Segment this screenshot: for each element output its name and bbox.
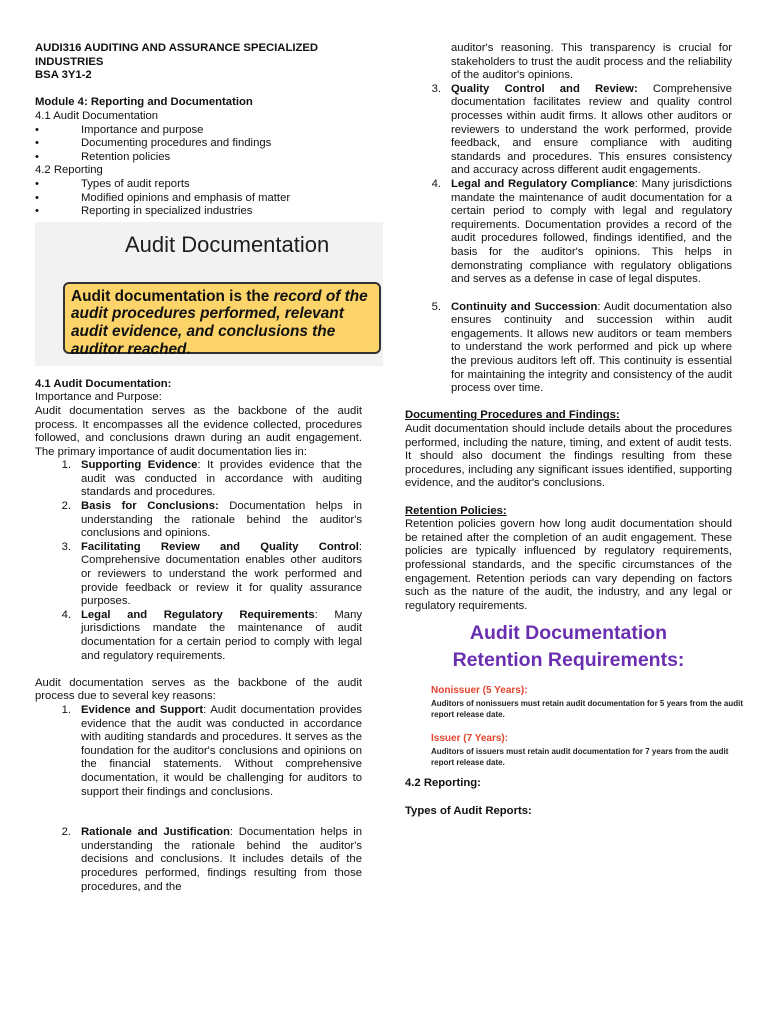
figure-title-line2: Retention Requirements: bbox=[452, 649, 685, 672]
list-item bbox=[35, 826, 362, 894]
nonissuer-text: Auditors of nonissuers must retain audit documentation for 5 years from the audit report release date. bbox=[431, 699, 744, 720]
list-text: Comprehensive documentation facilitates review and quality control processes within audit firms. It allows other auditors or reviewers to understand the work performed, provide feedback, and ensure compliance with auditing standards and procedures. This ensures consistency and accuracy across different audit engagements. bbox=[451, 82, 732, 177]
left-column bbox=[35, 42, 368, 894]
figure-title-line1: Audit Documentation bbox=[469, 622, 668, 645]
list-number: 1. bbox=[61, 459, 71, 472]
list-number: 3. bbox=[61, 540, 71, 553]
outline-item-label: Modified opinions and emphasis of matter bbox=[81, 191, 291, 204]
list-text: : Audit documentation provides evidence that the audit was conducted in accordance with auditing standards and procedures. It serves as the foundation for the auditor's conclusions and opinions on the financial statements. Without comprehensive documentation, it would be challenging for auditors to support their findings and conclusions. bbox=[81, 703, 363, 798]
outline-section-4-1: 4.1 Audit Documentation bbox=[35, 109, 159, 122]
bullet-icon: • bbox=[35, 150, 39, 163]
list-text: : It provides evidence that the audit was conducted in accordance with auditing standards and procedures. bbox=[81, 459, 362, 499]
definition-box: Audit documentation is the record of the audit procedures performed, relevant audit evidence, and conclusions the auditor reached. bbox=[63, 282, 381, 354]
procedures-paragraph: Audit documentation should include details about the procedures performed, including the nature, timing, and extent of audit tests. It should also document the findings resulting from these procedures, including any significant issues identified, supporting evidence, and the auditor's conclusions. bbox=[405, 423, 732, 490]
list-number: 3. bbox=[431, 82, 441, 95]
list-item bbox=[405, 301, 732, 396]
intro-paragraph: Audit documentation serves as the backbone of the audit process. It encompasses all the evidence collected, procedures followed, and conclusions drawn during an audit engagement. The primary importance of audit documentation lies in: bbox=[35, 404, 362, 458]
audit-documentation-figure bbox=[35, 222, 383, 366]
list-item bbox=[35, 459, 362, 500]
list-number: 4. bbox=[431, 177, 441, 190]
list-term: Legal and Regulatory Requirements bbox=[81, 608, 315, 621]
list-number: 5. bbox=[431, 300, 441, 313]
list-text: : Comprehensive documentation enables other auditors or reviewers to understand the work performed and provide feedback or review it for quality assurance purposes. bbox=[81, 540, 362, 608]
bullet-icon: • bbox=[35, 177, 39, 190]
outline-item bbox=[35, 205, 362, 219]
list-text: : Audit documentation also ensures continuity and succession within audit engagements. It allows new auditors or team members to understand the work performed and pick up where the previous auditors left off. This continuity is essential for maintaining the integrity and consistency of the audit process over time. bbox=[451, 300, 732, 395]
bullet-icon: • bbox=[35, 123, 39, 136]
list-text: : Documentation helps in understanding the rationale behind the auditor's decisions and conclusions. It includes details of the procedures performed, findings resulting from those procedures, and the bbox=[81, 826, 362, 893]
intro-paragraph-2: Audit documentation serves as the backbone of the audit process due to several key reasons: bbox=[35, 676, 362, 703]
outline-list-4-1 bbox=[35, 124, 362, 165]
outline-item-label: Reporting in specialized industries bbox=[81, 205, 253, 218]
retention-paragraph: Retention policies govern how long audit documentation should be retained after the completion of an audit engagement. These policies are typically influenced by regulatory requirements, professional standards, and the specific circumstances of the engagement. Retention periods can vary depending on factors such as the nature of the audit, the industry, and any legal or regulatory requirements. bbox=[405, 518, 732, 612]
retention-requirements-figure bbox=[405, 617, 744, 777]
list-term: Quality Control and Review: bbox=[451, 82, 638, 95]
list-item bbox=[35, 704, 362, 799]
outline-item-label: Documenting procedures and findings bbox=[81, 137, 272, 150]
list-text: : Many jurisdictions mandate the maintenance of audit documentation for a certain period to comply with legal and regulatory requirements. bbox=[81, 608, 362, 662]
list-term: Facilitating Review and Quality Control bbox=[81, 540, 359, 553]
list-item bbox=[35, 541, 362, 609]
nonissuer-label: Nonissuer (5 Years): bbox=[431, 685, 528, 697]
outline-item bbox=[35, 124, 362, 138]
outline-item-label: Importance and purpose bbox=[81, 123, 204, 136]
outline-section-4-2: 4.2 Reporting bbox=[35, 164, 103, 177]
reasons-list-continued bbox=[405, 83, 732, 396]
outline-item bbox=[35, 151, 362, 165]
list-text: : Many jurisdictions mandate the maintenance of audit documentation for a certain period to comply with legal and regulatory requirements. Documentation provides a record of the audit procedures followed, findings identified, and the basis for the auditor's opinions. This helps in demonstrating compliance with regulatory obligations and serves as a defense in case of legal disputes. bbox=[451, 177, 732, 286]
retention-heading: Retention Policies: bbox=[405, 504, 507, 517]
bullet-icon: • bbox=[35, 137, 39, 150]
outline-item-label: Retention policies bbox=[81, 150, 171, 163]
list-term: Legal and Regulatory Compliance bbox=[451, 177, 635, 190]
list-term: Rationale and Justification bbox=[81, 826, 230, 839]
right-column bbox=[405, 42, 744, 818]
section-code: BSA 3Y1-2 bbox=[35, 69, 92, 82]
list-text: Documentation helps in understanding the rationale behind the auditor's conclusions and opinions. bbox=[81, 500, 363, 540]
figure-title: Audit Documentation bbox=[125, 231, 330, 257]
list-term: Basis for Conclusions: bbox=[81, 500, 219, 513]
list-item bbox=[405, 83, 732, 178]
bullet-icon: • bbox=[35, 205, 39, 218]
list-item bbox=[35, 609, 362, 663]
module-title: Module 4: Reporting and Documentation bbox=[35, 96, 253, 109]
outline-item bbox=[35, 178, 362, 192]
list-number: 2. bbox=[61, 826, 71, 839]
list-number: 2. bbox=[61, 500, 71, 513]
outline-item bbox=[35, 192, 362, 206]
reasons-list bbox=[35, 704, 362, 894]
list-number: 4. bbox=[61, 608, 71, 621]
subheading: Importance and Purpose: bbox=[35, 391, 162, 404]
report-types-heading: Types of Audit Reports: bbox=[405, 804, 532, 817]
issuer-label: Issuer (7 Years): bbox=[431, 733, 509, 745]
bullet-icon: • bbox=[35, 191, 39, 204]
list-term: Supporting Evidence bbox=[81, 459, 198, 472]
procedures-heading: Documenting Procedures and Findings: bbox=[405, 409, 620, 422]
list-item bbox=[35, 500, 362, 541]
list-term: Evidence and Support bbox=[81, 703, 204, 716]
continued-text: auditor's reasoning. This transparency is crucial for stakeholders to trust the audit process and the reliability of the auditor's opinions. bbox=[451, 42, 732, 82]
list-number: 1. bbox=[61, 703, 71, 716]
list-term: Continuity and Succession bbox=[451, 300, 598, 313]
course-title: AUDI316 AUDITING AND ASSURANCE SPECIALIZED INDUSTRIES bbox=[35, 42, 319, 68]
outline-item-label: Types of audit reports bbox=[81, 177, 190, 190]
issuer-text: Auditors of issuers must retain audit documentation for 7 years from the audit report release date. bbox=[431, 747, 729, 768]
outline-item bbox=[35, 137, 362, 151]
reporting-heading: 4.2 Reporting: bbox=[405, 777, 481, 790]
outline-list-4-2 bbox=[35, 178, 362, 219]
section-heading: 4.1 Audit Documentation: bbox=[35, 377, 172, 390]
list-item bbox=[405, 178, 732, 287]
importance-list bbox=[35, 459, 362, 663]
